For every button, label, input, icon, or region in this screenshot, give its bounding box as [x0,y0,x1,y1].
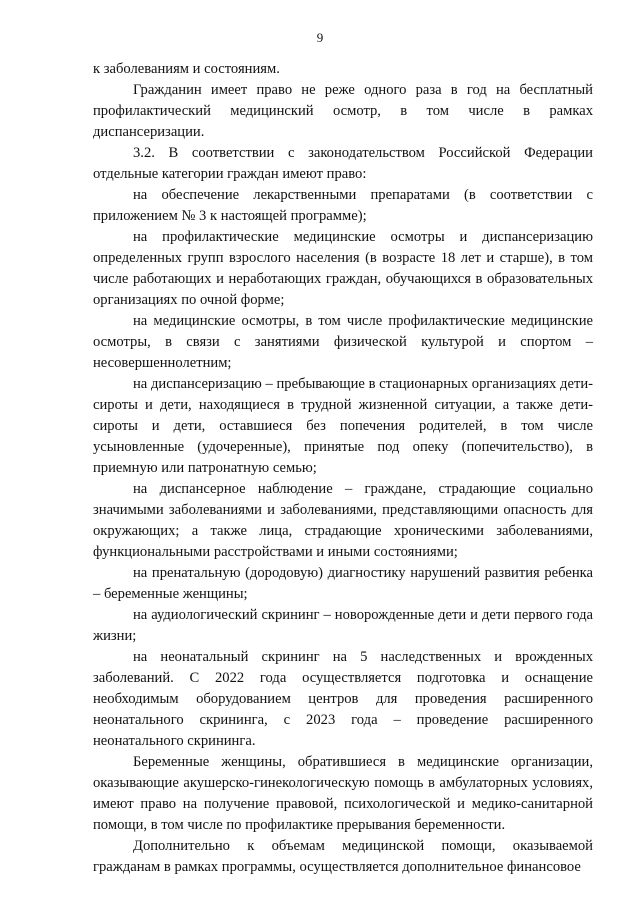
page-number: 9 [316,30,324,45]
paragraph-additional-funding: Дополнительно к объемам медицинской помощи, оказываемой гражданам в рамках программы, осуществляется дополнительное финансовое [93,838,593,875]
paragraph-continuation: к заболеваниям и состояниям. [93,61,280,77]
paragraph-dispensary-observation: на диспансерное наблюдение – граждане, страдающие социально значимыми заболеваниями и заболеваниями, представляющими опасность для окружающих; а также лица, страдающие хроническими заболеваниями, функциональными расстройствами и иными состояниями; [93,481,593,560]
paragraph-prenatal-diagnostics: на пренатальную (дородовую) диагностику нарушений развития ребенка – беременные женщины; [93,565,593,602]
paragraph-minors-sports: на медицинские осмотры, в том числе профилактические медицинские осмотры, в связи с занятиями физической культурой и спортом – несовершеннолетним; [93,313,593,371]
paragraph-audiology-screening: на аудиологический скрининг – новорожденные дети и дети первого года жизни; [93,607,593,644]
document-body [93,59,593,878]
paragraph-pregnant-women: Беременные женщины, обратившиеся в медицинские организации, оказывающие акушерско-гинекологическую помощь в амбулаторных условиях, имеют право на получение правовой, психологической и медико-санитарной помощи, в том числе по профилактике прерывания беременности. [93,754,593,833]
paragraph-annual-checkup: Гражданин имеет право не реже одного раза в год на бесплатный профилактический медицинский осмотр, в том числе в рамках диспансеризации. [93,82,593,140]
paragraph-orphans-screening: на диспансеризацию – пребывающие в стационарных организациях дети-сироты и дети, находящиеся в трудной жизненной ситуации, а также дети-сироты и дети, оставшиеся без попечения родителей, в том числе усыновленные (удочеренные), принятые под опеку (попечительство), в приемную или патронатную семью; [93,376,593,476]
paragraph-neonatal-screening: на неонатальный скрининг на 5 наследственных и врожденных заболеваний. С 2022 года осуществляется подготовка и оснащение необходимым оборудованием центров для проведения расширенного неонатального скрининга, с 2023 года – проведение расширенного неонатального скрининга. [93,649,593,749]
paragraph-medications: на обеспечение лекарственными препаратами (в соответствии с приложением № 3 к настоящей программе); [93,187,593,224]
paragraph-section-3-2: 3.2. В соответствии с законодательством Российской Федерации отдельные категории граждан имеют право: [93,145,593,182]
paragraph-adult-screening: на профилактические медицинские осмотры и диспансеризацию определенных групп взрослого населения (в возрасте 18 лет и старше), в том числе работающих и неработающих граждан, обучающихся в образовательных организациях по очной форме; [93,229,593,308]
